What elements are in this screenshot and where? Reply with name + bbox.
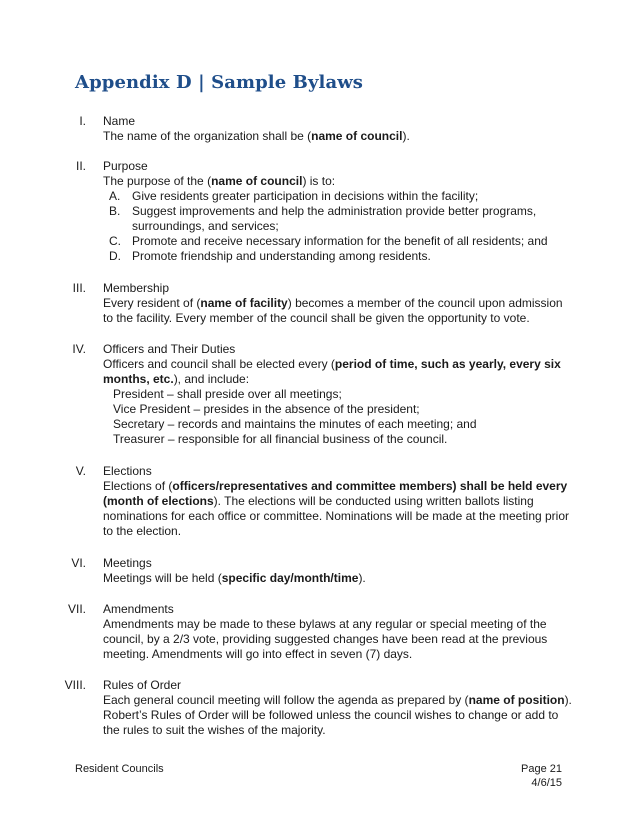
duty-line: Secretary – records and maintains the minutes of each meeting; and xyxy=(113,417,477,431)
section-heading: Rules of Order xyxy=(103,678,182,692)
placeholder-text: name of facility xyxy=(200,296,288,310)
page-number: Page 21 xyxy=(521,763,562,775)
duty-line: Treasurer – responsible for all financial business of the council. xyxy=(113,432,448,446)
placeholder-text: specific day/month/time xyxy=(221,571,359,585)
section-text: The purpose of the (name of council) is to: xyxy=(103,174,336,188)
placeholder-text: period of time, such as yearly, every six months, etc. xyxy=(103,357,561,386)
duty-line: President – shall preside over all meetings; xyxy=(113,387,342,401)
placeholder-text: name of council xyxy=(211,174,303,188)
purpose-list xyxy=(103,189,573,264)
section-number: VIII. xyxy=(64,678,86,692)
placeholder-text: name of position xyxy=(468,693,565,707)
footer-document-name: Resident Councils xyxy=(75,763,164,775)
section-heading: Elections xyxy=(103,464,152,478)
section-heading: Purpose xyxy=(103,159,148,173)
section-heading: Officers and Their Duties xyxy=(103,342,236,356)
section-number: II. xyxy=(75,159,86,173)
footer-date: 4/6/15 xyxy=(531,777,562,789)
section-text: The name of the organization shall be (name of council). xyxy=(103,129,410,143)
section-number: I. xyxy=(79,114,86,128)
section-number: VII. xyxy=(67,602,86,616)
list-item: A. Give residents greater participation in decisions within the facility; xyxy=(109,189,479,203)
section-heading: Meetings xyxy=(103,556,152,570)
section-number: III. xyxy=(72,281,86,295)
section-heading: Amendments xyxy=(103,602,174,616)
section-text: Every resident of (name of facility) becomes a member of the council upon admission to the facility. Every member of the council shall be given the opportunity to vote. xyxy=(103,296,563,325)
section-heading: Name xyxy=(103,114,136,128)
list-item: C. Promote and receive necessary information for the benefit of all residents; and xyxy=(109,234,548,248)
section-heading: Membership xyxy=(103,281,170,295)
section-text: Officers and council shall be elected every (period of time, such as yearly, every six months, etc.), and include: xyxy=(103,357,561,386)
section-number: VI. xyxy=(71,556,86,570)
section-text: Elections of (officers/representatives and committee members) shall be held every (month of elections). The elections will be conducted using written ballots listing nominations for each office or committee. Nominations will be made at the meeting prior to the election. xyxy=(103,479,570,538)
section-text: Meetings will be held (specific day/month/time). xyxy=(103,571,366,585)
duty-line: Vice President – presides in the absence of the president; xyxy=(113,402,420,416)
section-number: IV. xyxy=(72,342,86,356)
list-item: B. Suggest improvements and help the administration provide better programs, surroundings, and services; xyxy=(109,204,537,233)
list-item: D. Promote friendship and understanding among residents. xyxy=(109,249,431,263)
section-number: V. xyxy=(75,464,86,478)
placeholder-text: officers/representatives and committee members) shall be held every (month of elections xyxy=(103,479,568,508)
section-text: Amendments may be made to these bylaws at any regular or special meeting of the council, by a 2/3 vote, providing suggested changes have been read at the previous meeting. Amendments will go into effect in seven (7) days. xyxy=(103,617,548,661)
page-title: Appendix D | Sample Bylaws xyxy=(75,72,364,93)
placeholder-text: name of council xyxy=(311,129,403,143)
footer-page-info xyxy=(521,762,562,790)
section-text: Each general council meeting will follow the agenda as prepared by (name of position). Robert’s Rules of Order will be followed unless the council wishes to change or add to the rules to suit the wishes of the majority. xyxy=(103,693,572,737)
